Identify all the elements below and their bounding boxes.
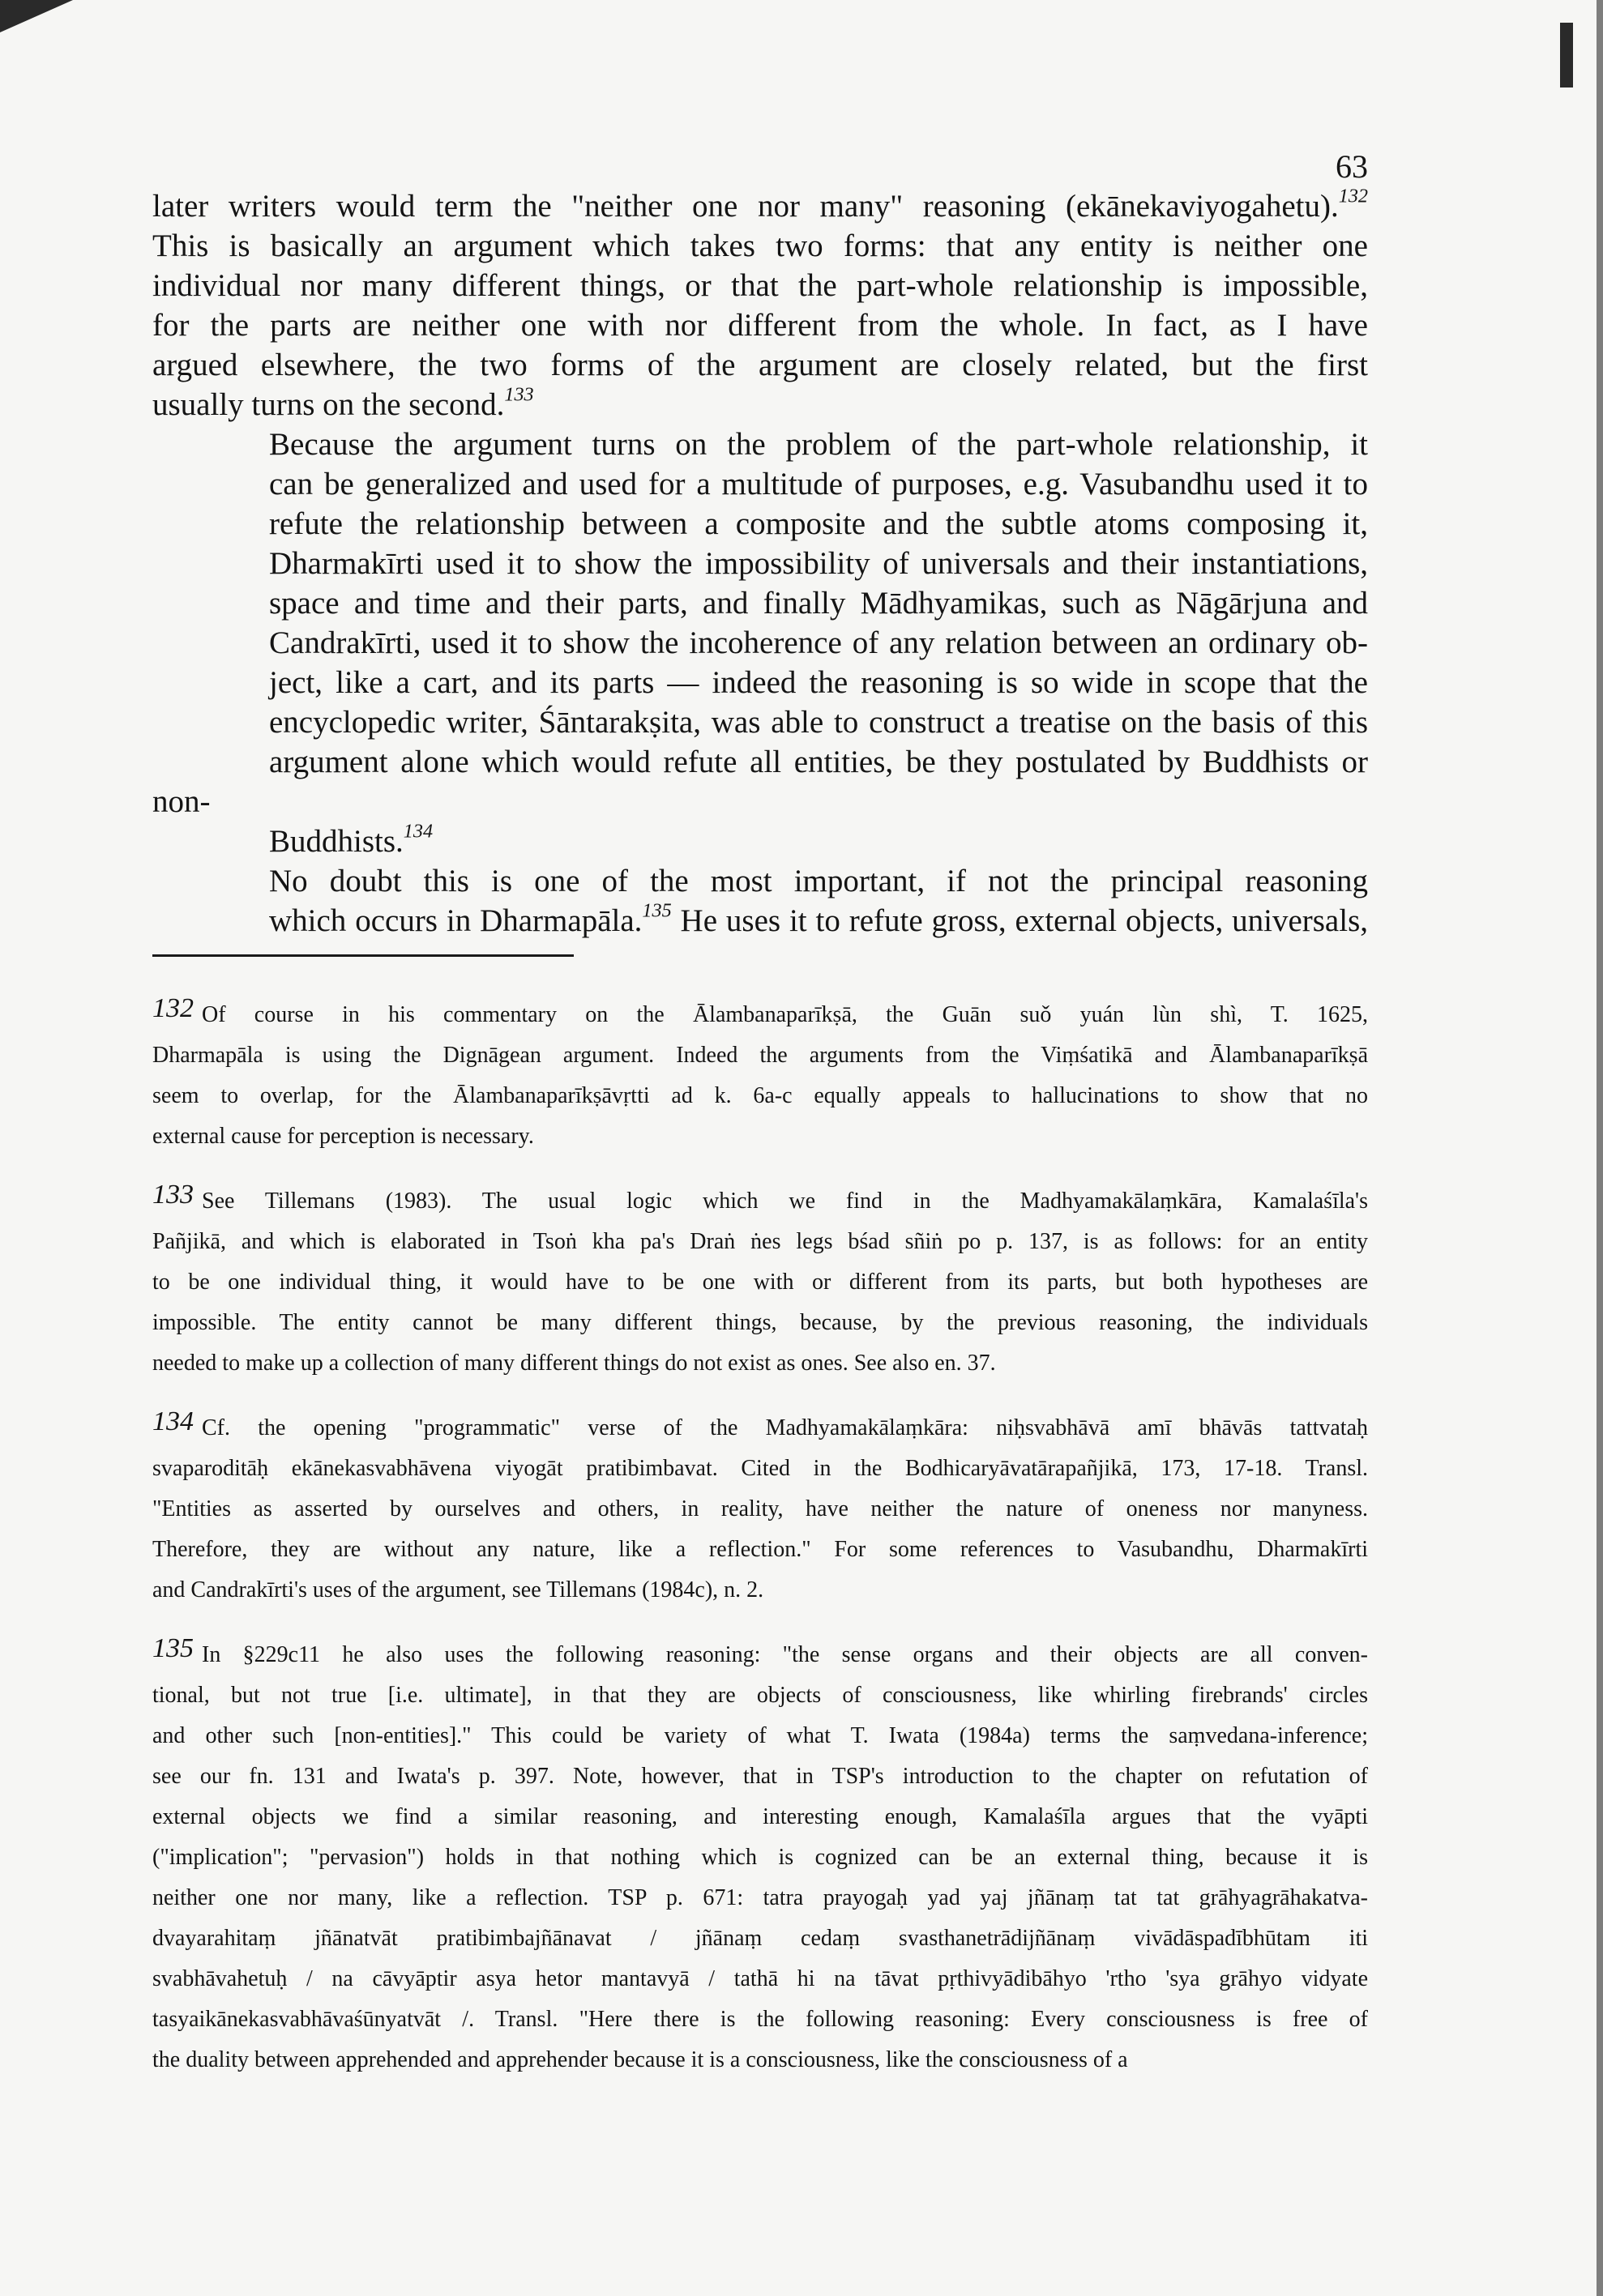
footnote-line: seem to overlap, for the Ālambanaparīkṣāvṛtti ad k. 6a-c equally appeals to hallucinations to show that no — [152, 1083, 1368, 1108]
footnote-line: svabhāvahetuḥ / na cāvyāptir asya hetor mantavyā / tathā hi na tāvat pṛthivyādibāhyo 'rtho 'sya grāhyo vidyate — [152, 1966, 1368, 1991]
footnote-ref-135[interactable]: 135 — [642, 899, 672, 922]
footnote-line: the duality between apprehended and apprehender because it is a consciousness, like the consciousness of a — [152, 2047, 1128, 2072]
scan-corner-shadow — [0, 0, 73, 32]
footnote-133 — [152, 1181, 1368, 1384]
footnote-line: 133 See Tillemans (1983). The usual logic which we find in the Madhyamakālaṃkāra, Kamalaśīla's — [152, 1180, 1368, 1214]
footnote-line: external cause for perception is necessary. — [152, 1124, 534, 1149]
text-line: Dharmakīrti used it to show the impossibility of universals and their instantiations, — [269, 546, 1368, 581]
scan-right-edge — [1597, 0, 1603, 2296]
footnote-line: dvayarahitaṃ jñānatvāt pratibimbajñānavat / jñānaṃ cedaṃ svasthanetrādijñānaṃ vivādāspadībhūtam iti — [152, 1926, 1368, 1951]
paragraph-2 — [152, 425, 1368, 861]
text-line: space and time and their parts, and finally Mādhyamikas, such as Nāgārjuna and — [269, 586, 1368, 621]
footnote-line: external objects we find a similar reasoning, and interesting enough, Kamalaśīla argues that the vyāpti — [152, 1804, 1368, 1829]
text-line: ject, like a cart, and its parts — indeed the reasoning is so wide in scope that the — [269, 665, 1368, 700]
footnote-number: 134 — [152, 1406, 194, 1436]
text-line: No doubt this is one of the most important, if not the principal reasoning — [269, 864, 1368, 898]
text-line: later writers would term the "neither one nor many" reasoning (ekānekaviyogahetu).$^{132}$ — [152, 185, 1368, 224]
text-line: which occurs in Dharmapāla.$^{135}$ He uses it to refute gross, external objects, universals, — [269, 899, 1368, 938]
text-line: Buddhists.$^{134}$ — [269, 820, 434, 859]
footnote-line: ("implication"; "pervasion") holds in that nothing which is cognized can be an external thing, because it is — [152, 1845, 1368, 1870]
footnote-line: and other such [non-entities]." This could be variety of what T. Iwata (1984a) terms the saṃvedana-inference; — [152, 1723, 1368, 1748]
footnote-132 — [152, 995, 1368, 1157]
paragraph-1 — [152, 186, 1368, 425]
footnote-ref-133[interactable]: 133 — [504, 383, 534, 406]
footnote-line: needed to make up a collection of many different things do not exist as ones. See also en. 37. — [152, 1351, 996, 1376]
footnote-line: 135 In §229c11 he also uses the following reasoning: "the sense organs and their objects are all conven- — [152, 1633, 1368, 1667]
footnote-number: 133 — [152, 1180, 194, 1210]
text-line: can be generalized and used for a multitude of purposes, e.g. Vasubandhu used it to — [269, 467, 1368, 501]
scan-edge-streak — [1560, 23, 1573, 87]
footnote-line: Therefore, they are without any nature, like a reflection." For some references to Vasubandhu, Dharmakīrti — [152, 1537, 1368, 1562]
text-line: argued elsewhere, the two forms of the argument are closely related, but the first — [152, 348, 1368, 382]
footnote-number: 135 — [152, 1633, 194, 1663]
footnote-line: neither one nor many, like a reflection. TSP p. 671: tatra prayogaḥ yad yaj jñānaṃ tat tat grāhyagrāhakatva- — [152, 1885, 1368, 1910]
footnote-line: 132 Of course in his commentary on the Ālambanaparīkṣā, the Guān suǒ yuán lùn shì, T. 1625, — [152, 993, 1368, 1027]
footnote-line: impossible. The entity cannot be many different things, because, by the previous reasoning, the individuals — [152, 1310, 1368, 1335]
footnote-ref-134[interactable]: 134 — [403, 820, 434, 843]
main-text — [152, 186, 1368, 941]
text-line: This is basically an argument which takes two forms: that any entity is neither one — [152, 228, 1368, 263]
text-line: Candrakīrti, used it to show the incoherence of any relation between an ordinary ob- — [269, 625, 1368, 660]
text-line: Because the argument turns on the problem of the part-whole relationship, it — [269, 427, 1368, 462]
footnote-line: tional, but not true [i.e. ultimate], in that they are objects of consciousness, like whirling firebrands' circles — [152, 1683, 1368, 1708]
text-line: encyclopedic writer, Śāntarakṣita, was able to construct a treatise on the basis of this — [269, 705, 1368, 740]
footnote-135 — [152, 1635, 1368, 2080]
footnote-divider — [152, 954, 574, 957]
text-line: argument alone which would refute all entities, be they postulated by Buddhists or non- — [152, 745, 1368, 819]
footnote-line: see our fn. 131 and Iwata's p. 397. Note, however, that in TSP's introduction to the chapter on refutation of — [152, 1764, 1368, 1789]
footnote-line: Pañjikā, and which is elaborated in Tsoṅ kha pa's Draṅ ṅes legs bśad sñiṅ po p. 137, is as follows: for an entity — [152, 1229, 1368, 1254]
footnotes — [152, 995, 1368, 2105]
footnote-line: "Entities as asserted by ourselves and others, in reality, have neither the nature of oneness nor manyness. — [152, 1496, 1368, 1521]
paragraph-3 — [152, 861, 1368, 941]
text-line: usually turns on the second.$^{133}$ — [152, 383, 534, 422]
footnote-number: 132 — [152, 993, 194, 1023]
text-line: for the parts are neither one with nor different from the whole. In fact, as I have — [152, 308, 1368, 343]
text-line: refute the relationship between a composite and the subtle atoms composing it, — [269, 506, 1368, 541]
footnote-line: 134 Cf. the opening "programmatic" verse of the Madhyamakālaṃkāra: niḥsvabhāvā amī bhāvās tattvataḥ — [152, 1406, 1368, 1440]
footnote-ref-132[interactable]: 132 — [1338, 185, 1368, 207]
footnote-line: and Candrakīrti's uses of the argument, see Tillemans (1984c), n. 2. — [152, 1577, 764, 1603]
footnote-line: tasyaikānekasvabhāvaśūnyatvāt /. Transl. "Here there is the following reasoning: Every consciousness is free of — [152, 2007, 1368, 2032]
page-number: 63 — [1336, 148, 1368, 185]
text-line: individual nor many different things, or that the part-whole relationship is impossible, — [152, 268, 1368, 303]
footnote-line: Dharmapāla is using the Dignāgean argument. Indeed the arguments from the Viṃśatikā and Ālambanaparīkṣā — [152, 1043, 1368, 1068]
footnote-line: to be one individual thing, it would have to be one with or different from its parts, but both hypotheses are — [152, 1270, 1368, 1295]
footnote-line: svaparoditāḥ ekānekasvabhāvena viyogāt pratibimbavat. Cited in the Bodhicaryāvatārapañjikā, 173, 17-18. Transl. — [152, 1456, 1368, 1481]
footnote-134 — [152, 1408, 1368, 1611]
